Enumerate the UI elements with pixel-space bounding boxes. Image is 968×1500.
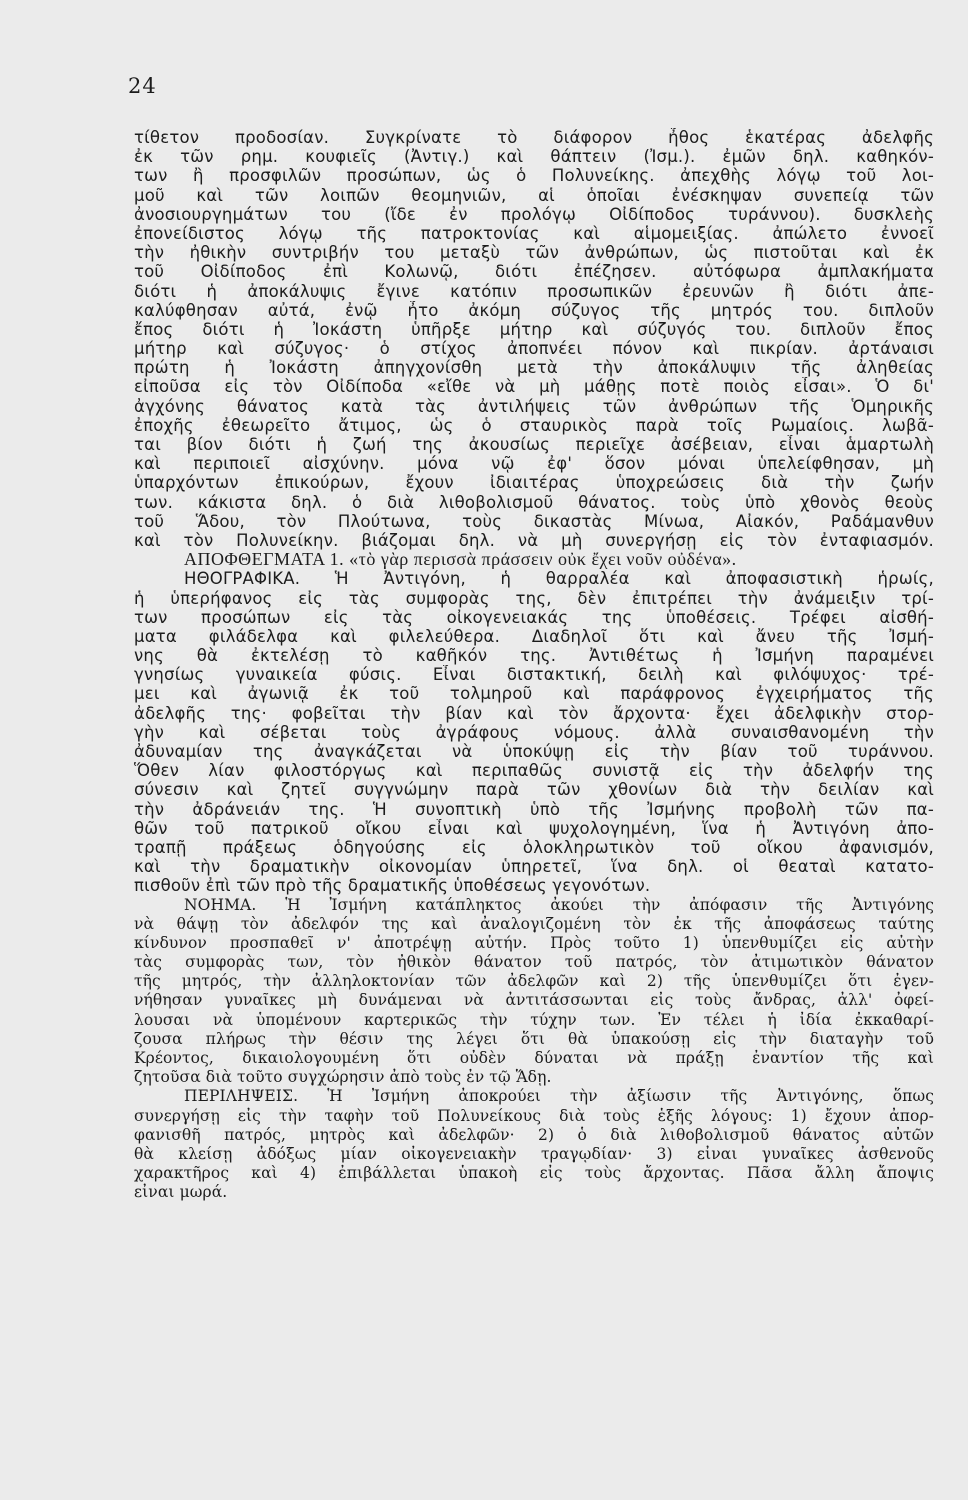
apophthegmata-heading: ΑΠΟΦΘΕΓΜΑΤΑ 1. «τὸ γὰρ περισσὰ πράσσειν οὐκ ἔχει νοῦν οὐδένα». [184,550,737,570]
text-line: ἡ ὑπερήφανος εἰς τὰς συμφορὰς της, δὲν ἐπιτρέπει τὴν ἀνάμειξιν τρί- [134,588,934,608]
text-line: πισθοῦν ἐπὶ τῶν πρὸ τῆς δραματικῆς ὑποθέσεως γεγονότων. [134,876,651,896]
text-line: ἔπος διότι ἡ Ἰοκάστη ὑπῆρξε μήτηρ καὶ σύζυγός του. διπλοῦν ἔπος [134,319,934,339]
text-line: ἐκ τῶν ρημ. κουφιεῖς (Ἀντιγ.) καὶ θάπτειν (Ἰσμ.). ἐμῶν δηλ. καθηκόν- [134,147,934,167]
text-line: καλύφθησαν αὐτά, ἐνῷ ἦτο ἀκόμη σύζυγος τῆς μητρός του. διπλοῦν [134,300,934,320]
text-line: εἰποῦσα εἰς τὸν Οἰδίποδα «εἴθε νὰ μὴ μάθῃς ποτὲ ποιὸς εἶσαι». Ὁ δι' [134,377,934,397]
text-line: θὰ κλείσῃ ἀδόξως μίαν οἰκογενειακὴν τραγῳδίαν· 3) εἶναι γυναῖκες ἀσθενοῦς [134,1144,934,1163]
text-line: φανισθῆ πατρός, μητρὸς καὶ ἀδελφῶν· 2) ὁ διὰ λιθοβολισμοῦ θάνατος αὐτῶν [134,1125,934,1144]
text-line: εἶναι μωρά. [134,1183,228,1202]
text-line: ματα φιλάδελφα καὶ φιλελεύθερα. Διαδηλοῖ ὅτι καὶ ἄνευ τῆς Ἰσμή- [134,626,934,646]
noema-section [134,896,934,1088]
text-line: νης θὰ ἐκτελέσῃ τὸ καθῆκόν της. Ἀντιθέτως ἡ Ἰσμήνη παραμένει [134,646,934,666]
ethography-section [134,569,934,895]
text-line: των προσώπων εἰς τὰς οἰκογενειακάς της ὑποθέσεις. Τρέφει αἰσθή- [134,607,934,627]
text-line: ἐποχῆς ἐθεωρεῖτο ἄτιμος, ὡς ὁ σταυρικὸς παρὰ τοῖς Ρωμαίοις. λωβᾶ- [134,415,934,435]
text-line: νήθησαν γυναῖκες μὴ δυνάμεναι νὰ ἀντιτάσσωνται εἰς τοὺς ἄνδρας, ἀλλ' ὀφεί- [134,991,934,1010]
text-line: ΝΟΗΜΑ. Ἡ Ἰσμήνη κατάπληκτος ἀκούει τὴν ἀπόφασιν τῆς Ἀντιγόνης [184,895,934,914]
notes-section [134,128,934,550]
text-line: ἀνοσιουργημάτων του (ἴδε ἐν προλόγῳ Οἰδίποδος τυράννου). δυσκλεὴς [134,204,934,224]
text-line: γνησίως γυναικεία φύσις. Εἶναι διστακτική, δειλὴ καὶ φιλόψυχος· τρέ- [134,665,934,685]
text-line: τῆς μητρός, τὴν ἀλληλοκτονίαν τῶν ἀδελφῶν καὶ 2) τῆς ὑπενθυμίζει ὅτι ἐγεν- [134,972,934,991]
text-line: γὴν καὶ σέβεται τοὺς ἀγράφους νόμους. ἀλλὰ συναισθανομένη τὴν [134,722,934,742]
text-line: ἀδελφῆς της· φοβεῖται τὴν βίαν καὶ τὸν ἄρχοντα· ἔχει ἀδελφικὴν στορ- [134,703,934,723]
text-line: τὰς συμφορὰς των, τὸν ἠθικὸν θάνατον τοῦ πατρός, τὸν ἀτιμωτικὸν θάνατον [134,953,934,972]
text-line: λουσαι νὰ ὑπομένουν καρτερικῶς τὴν τύχην των. Ἐν τέλει ἡ ἰδία ἐκκαθαρί- [134,1010,934,1029]
text-line: ΠΕΡΙΛΗΨΕΙΣ. Ἡ Ἰσμήνη ἀποκρούει τὴν ἀξίωσιν τῆς Ἀντιγόνης, ὅπως [184,1087,934,1106]
text-line: των ἢ προσφιλῶν προσώπων, ὡς ὁ Πολυνείκης. ἀπεχθὴς λόγῳ τοῦ λοι- [134,166,934,186]
text-line: τὴν ἀδράνειάν της. Ἡ συνοπτικὴ ὑπὸ τῆς Ἰσμήνης προβολὴ τῶν πα- [134,799,934,819]
text-line: μοῦ καὶ τῶν λοιπῶν θεομηνιῶν, αἱ ὁποῖαι ἐνέσκηψαν συνεπείᾳ τῶν [134,185,934,205]
text-line: ται βίον διότι ἡ ζωή της ἀκουσίως περιεῖχε ἀσέβειαν, εἶναι ἁμαρτωλὴ [134,435,934,454]
text-line: τοῦ Οἰδίποδος ἐπὶ Κολωνῷ, διότι ἐπέζησεν. αὐτόφωρα ἀμπλακήματα [134,262,934,282]
text-line: ζητοῦσα διὰ τοῦτο συγχώρησιν ἀπὸ τοὺς ἐν τῷ Ἅδῃ. [134,1068,552,1087]
text-line: νὰ θάψῃ τὸν ἀδελφόν της καὶ ἀναλογιζομένη τὸν ἐκ τῆς ἀποφάσεως ταύτης [134,914,934,933]
text-line: συνεργήσῃ εἰς τὴν ταφὴν τοῦ Πολυνείκους διὰ τοὺς ἑξῆς λόγους: 1) ἔχουν ἀπορ- [134,1106,934,1125]
text-line: διότι ἡ ἀποκάλυψις ἔγινε κατόπιν προσωπικῶν ἐρευνῶν ἢ διότι ἀπε- [134,281,934,301]
text-line: πρώτη ἡ Ἰοκάστη ἀπηγχονίσθη μετὰ τὴν ἀποκάλυψιν τῆς ἀληθείας [134,358,934,378]
text-line: των. κάκιστα δηλ. ὁ διὰ λιθοβολισμοῦ θάνατος. τοὺς ὑπὸ χθονὸς θεοὺς [134,492,934,512]
text-line: θῶν τοῦ πατρικοῦ οἴκου εἶναι καὶ ψυχολογημένη, ἵνα ἡ Ἀντιγόνη ἀπο- [134,818,934,838]
text-line: χαρακτῆρος καὶ 4) ἐπιβάλλεται ὑπακοὴ εἰς τοὺς ἄρχοντας. Πᾶσα ἄλλη ἄποψις [134,1164,934,1183]
text-line: ΗΘΟΓΡΑΦΙΚΑ. Ἡ Ἀντιγόνη, ἡ θαρραλέα καὶ ἀποφασιστικὴ ἡρωίς, [184,569,934,589]
perilepseis-section [134,1087,934,1202]
text-line: ἐπονείδιστος λόγῳ τῆς πατροκτονίας καὶ αἱμομειξίας. ἀπώλετο ἐννοεῖ [134,223,934,243]
text-line: καὶ τὴν δραματικὴν οἰκονομίαν ὑπηρετεῖ, ἵνα δηλ. οἱ θεαταὶ κατατο- [134,857,934,877]
text-line: σύνεσιν καὶ ζητεῖ συγγνώμην παρὰ τῶν χθονίων διὰ τὴν δειλίαν καὶ [134,780,934,800]
text-line: μήτηρ καὶ σύζυγος· ὁ στίχος ἀποπνέει πόνον καὶ πικρίαν. ἀρτάναισι [134,339,934,359]
text-line: ὑπαρχόντων ἐπικούρων, ἔχουν ἰδιαιτέρας ὑποχρεώσεις διὰ τὴν ζωήν [134,473,934,493]
text-line: κίνδυνον προσπαθεῖ ν' ἀποτρέψῃ αὐτήν. Πρὸς τοῦτο 1) ὑπενθυμίζει εἰς αὐτὴν [134,933,934,952]
text-line: Κρέοντος, δικαιολογουμένη ὅτι οὐδὲν δύναται νὰ πράξῃ ἐναντίον τῆς καὶ [134,1049,934,1067]
text-line: Ὅθεν λίαν φιλοστόργως καὶ περιπαθῶς συνιστᾷ εἰς τὴν ἀδελφήν της [134,761,934,781]
text-line: μει καὶ ἀγωνιᾷ ἐκ τοῦ τολμηροῦ καὶ παράφρονος ἐγχειρήματος τῆς [134,684,934,704]
text-line: τίθετον προδοσίαν. Συγκρίνατε τὸ διάφορον ἦθος ἑκατέρας ἀδελφῆς [134,128,934,147]
text-line: τοῦ Ἅδου, τὸν Πλούτωνα, τοὺς δικαστὰς Μίνωα, Αἰακόν, Ραδάμανθυν [134,511,934,531]
text-line: τραπῇ πράξεως ὁδηγούσης εἰς ὁλοκληρωτικὸν τοῦ οἴκου ἀφανισμόν, [134,837,934,857]
text-line: ζουσα πλήρως τὴν θέσιν της λέγει ὅτι θὰ ὑπακούσῃ εἰς τὴν διαταγὴν τοῦ [134,1029,934,1048]
text-line: καὶ περιποιεῖ αἰσχύνην. μόνα νῷ ἐφ' ὅσον μόναι ὑπελείφθησαν, μὴ [134,454,934,474]
text-line: ἀγχόνης θάνατος κατὰ τὰς ἀντιλήψεις τῶν ἀνθρώπων τῆς Ὁμηρικῆς [134,396,934,416]
text-line: τὴν ἠθικὴν συντριβήν του μεταξὺ τῶν ἀνθρώπων, ὡς πιστοῦται καὶ ἐκ [134,243,934,263]
text-block [134,128,934,1203]
text-line: καὶ τὸν Πολυνείκην. βιάζομαι δηλ. νὰ μὴ συνεργήσῃ εἰς τὸν ἐνταφιασμόν. [134,530,934,550]
text-line: ἀδυναμίαν της ἀναγκάζεται νὰ ὑποκύψῃ εἰς τὴν βίαν τοῦ τυράννου. [134,742,934,761]
page-number: 24 [128,74,157,98]
